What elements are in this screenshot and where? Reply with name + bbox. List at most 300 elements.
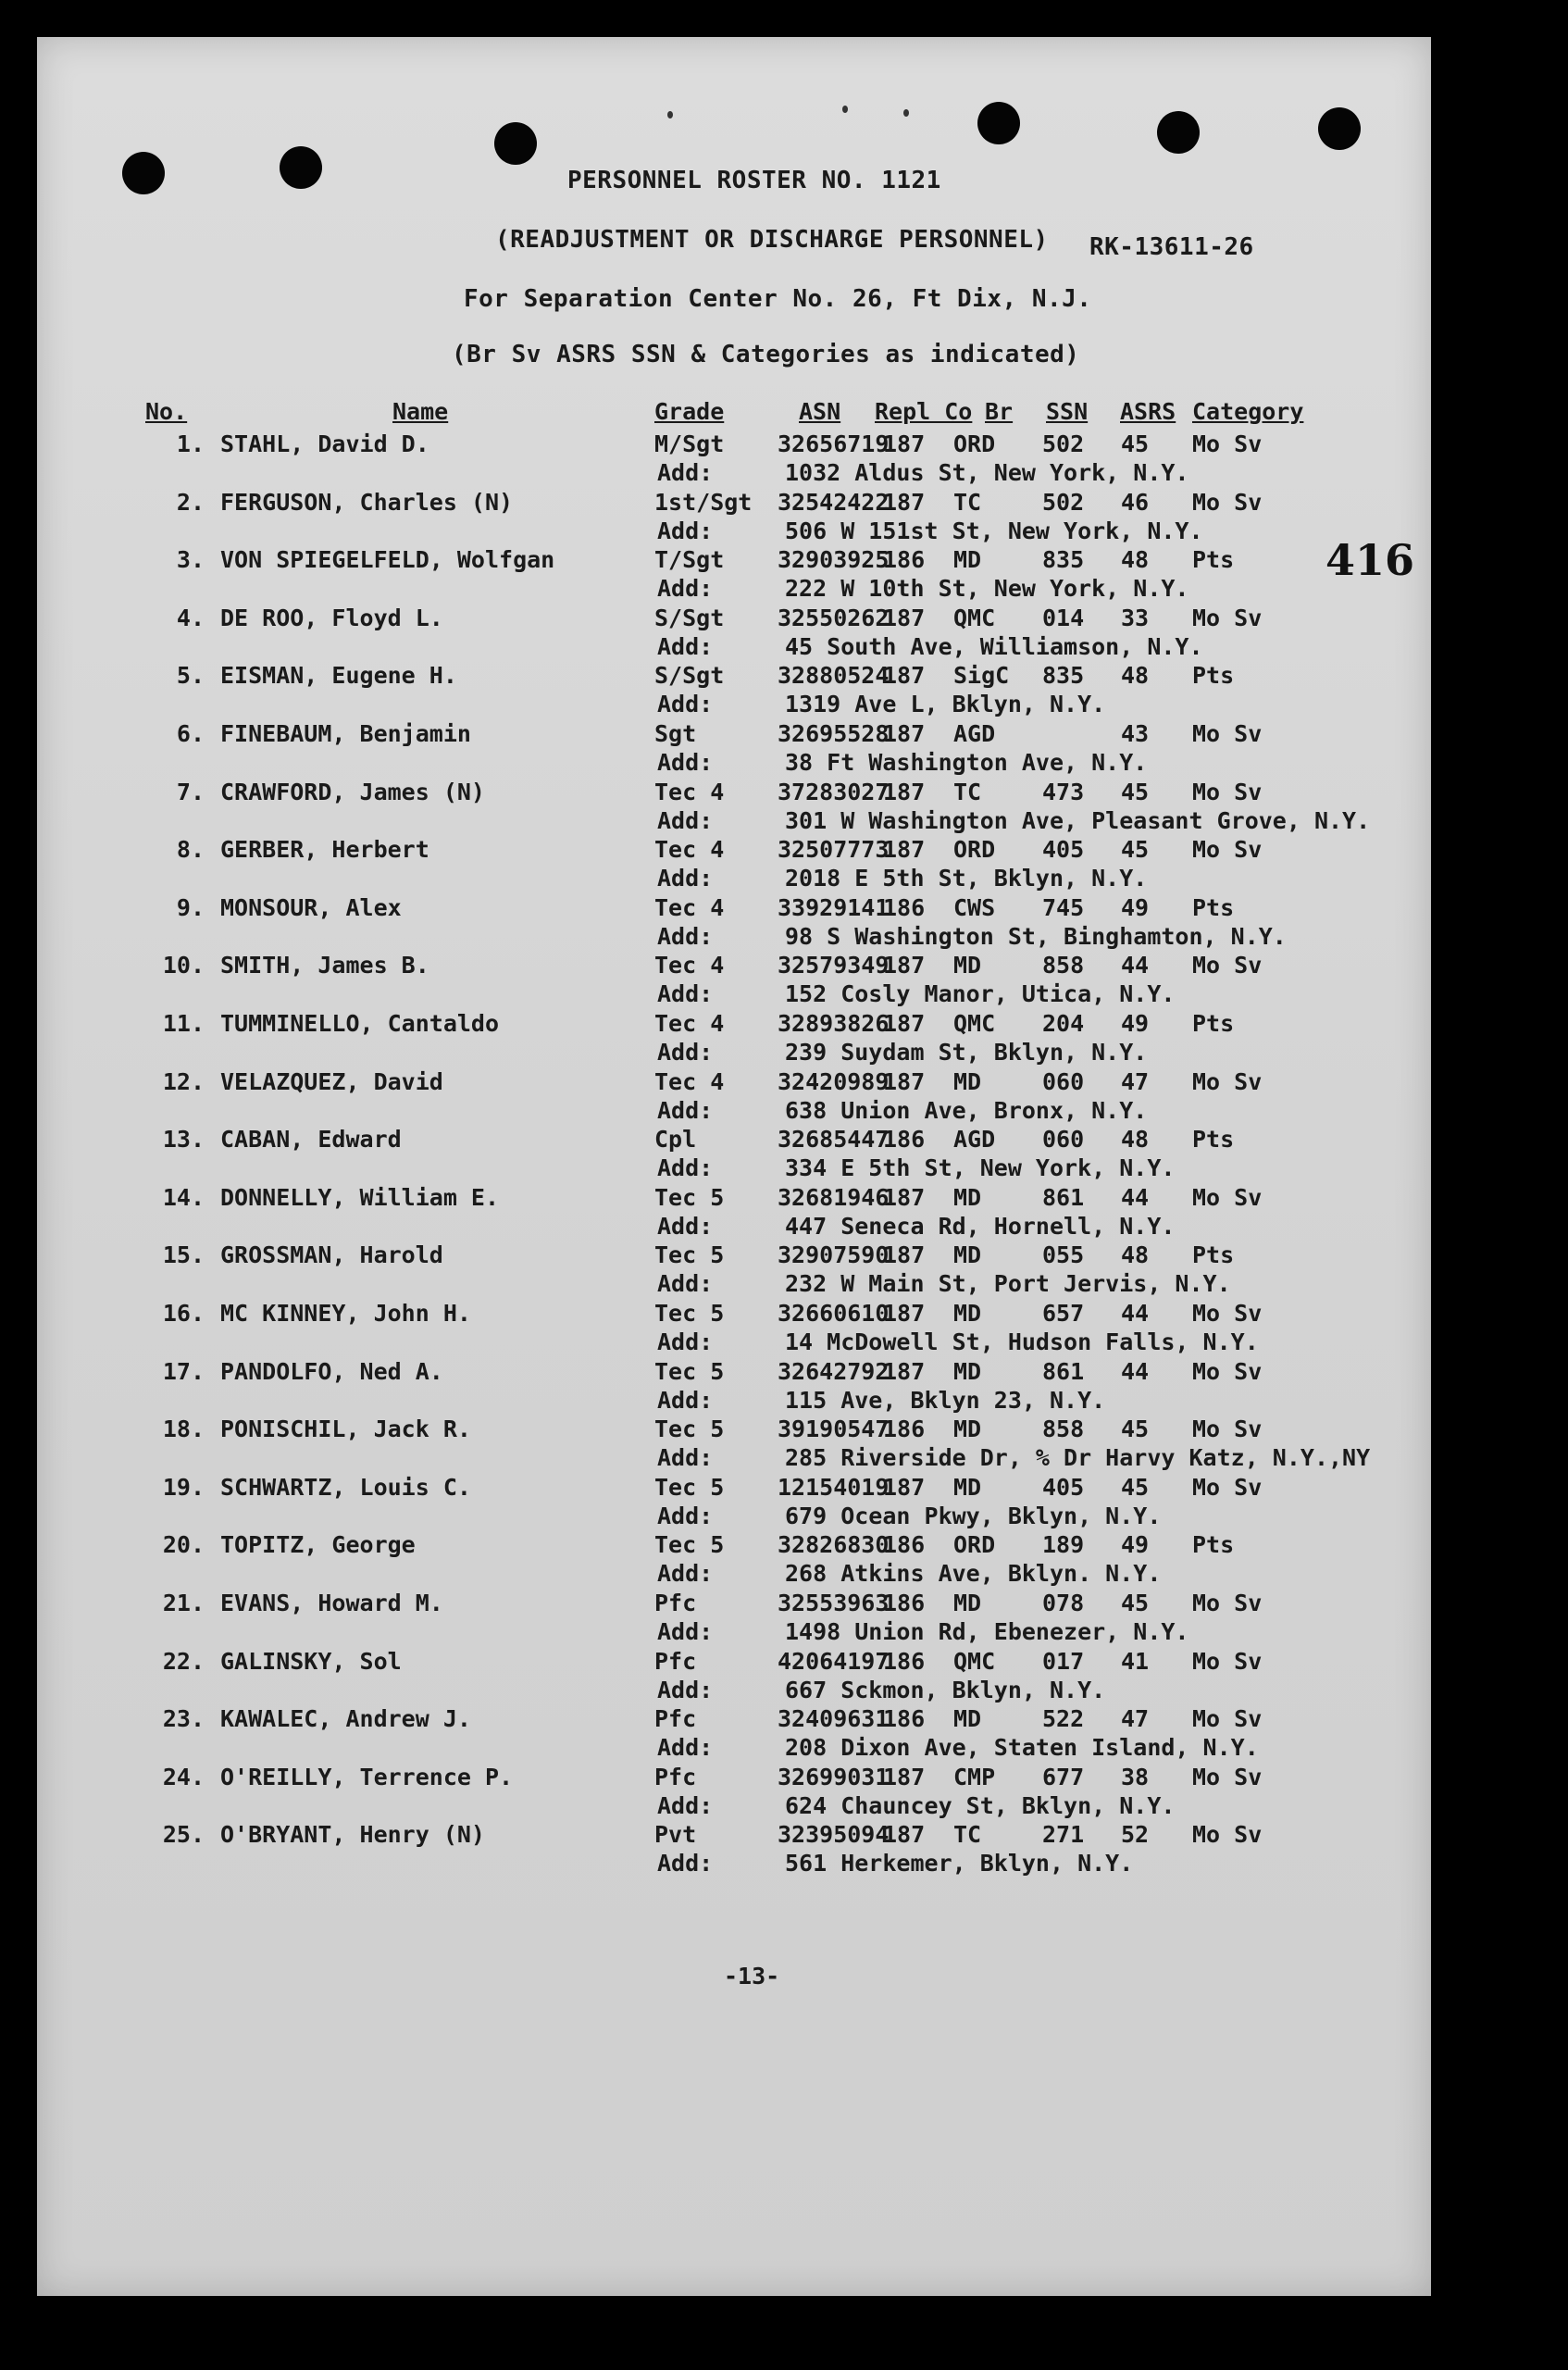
branch-cell: QMC — [953, 604, 996, 631]
branch-cell: MD — [953, 1705, 982, 1733]
row-number: 16. — [162, 1300, 205, 1327]
address-cell: 667 Sckmon, Bklyn, N.Y. — [785, 1676, 1106, 1703]
repl-co-cell: 187 — [883, 662, 926, 690]
ssn-cell: 858 — [1042, 952, 1085, 979]
person-name: FINEBAUM, Benjamin — [220, 720, 471, 747]
asn-cell: 32903925 — [778, 546, 890, 574]
person-name: GROSSMAN, Harold — [220, 1241, 443, 1269]
address-label: Add: — [657, 1154, 714, 1182]
repl-co-cell: 187 — [883, 836, 926, 864]
asrs-cell: 45 — [1121, 836, 1150, 864]
roster-subtitle: (READJUSTMENT OR DISCHARGE PERSONNEL) — [495, 226, 1049, 254]
address-label: Add: — [657, 1212, 714, 1240]
asrs-cell: 49 — [1121, 1010, 1150, 1037]
address-label: Add: — [657, 1850, 714, 1877]
asrs-cell: 45 — [1121, 1416, 1150, 1443]
repl-co-cell: 187 — [883, 1357, 926, 1385]
address-cell: 98 S Washington St, Binghamton, N.Y. — [785, 922, 1287, 950]
ssn-cell: 522 — [1042, 1705, 1085, 1733]
person-name: EVANS, Howard M. — [220, 1590, 443, 1616]
category-cell: Mo Sv — [1192, 1763, 1263, 1790]
ssn-cell: 835 — [1042, 546, 1085, 574]
branch-cell: MD — [953, 1590, 982, 1616]
punch-hole — [977, 102, 1020, 144]
ssn-cell: 204 — [1042, 1010, 1085, 1037]
ssn-cell: 835 — [1042, 662, 1085, 690]
row-number: 15. — [162, 1241, 205, 1269]
grade-cell: Pfc — [654, 1590, 697, 1616]
category-cell: Mo Sv — [1192, 778, 1263, 805]
asrs-cell: 38 — [1121, 1763, 1150, 1790]
address-label: Add: — [657, 517, 714, 544]
address-label: Add: — [657, 749, 714, 776]
row-number: 8. — [176, 836, 205, 864]
branch-cell: MD — [953, 1300, 982, 1327]
address-cell: 208 Dixon Ave, Staten Island, N.Y. — [785, 1734, 1259, 1762]
asn-cell: 32553963 — [778, 1590, 890, 1616]
person-name: FERGUSON, Charles (N) — [220, 488, 514, 516]
address-cell: 679 Ocean Pkwy, Bklyn, N.Y. — [785, 1502, 1162, 1529]
address-cell: 115 Ave, Bklyn 23, N.Y. — [785, 1386, 1106, 1414]
row-number: 18. — [162, 1416, 205, 1443]
category-cell: Mo Sv — [1192, 952, 1263, 979]
address-cell: 447 Seneca Rd, Hornell, N.Y. — [785, 1212, 1176, 1240]
ssn-cell: 657 — [1042, 1300, 1085, 1327]
ssn-cell: 405 — [1042, 836, 1085, 864]
asrs-cell: 44 — [1121, 1357, 1150, 1385]
person-name: O'BRYANT, Henry (N) — [220, 1821, 485, 1849]
asn-cell: 32542422 — [778, 488, 890, 516]
repl-co-cell: 187 — [883, 1183, 926, 1211]
row-number: 6. — [176, 720, 205, 747]
category-cell: Pts — [1192, 1010, 1235, 1037]
asrs-cell: 48 — [1121, 1126, 1150, 1154]
col-header-name: Name — [392, 398, 449, 425]
asrs-cell: 47 — [1121, 1705, 1150, 1733]
person-name: PONISCHIL, Jack R. — [220, 1416, 471, 1443]
ssn-cell: 861 — [1042, 1183, 1085, 1211]
punch-hole — [494, 122, 537, 165]
branch-cell: AGD — [953, 1126, 996, 1154]
asrs-cell: 45 — [1121, 1473, 1150, 1501]
row-number: 9. — [176, 893, 205, 921]
asrs-cell: 45 — [1121, 1590, 1150, 1616]
grade-cell: Tec 5 — [654, 1183, 725, 1211]
ssn-cell: 060 — [1042, 1126, 1085, 1154]
grade-cell: M/Sgt — [654, 430, 725, 457]
ssn-cell: 745 — [1042, 893, 1085, 921]
address-label: Add: — [657, 1328, 714, 1355]
repl-co-cell: 187 — [883, 952, 926, 979]
branch-cell: MD — [953, 1416, 982, 1443]
repl-co-cell: 187 — [883, 488, 926, 516]
grade-cell: Tec 5 — [654, 1357, 725, 1385]
address-cell: 334 E 5th St, New York, N.Y. — [785, 1154, 1176, 1182]
speck — [903, 109, 909, 117]
address-cell: 561 Herkemer, Bklyn, N.Y. — [785, 1850, 1134, 1877]
address-cell: 222 W 10th St, New York, N.Y. — [785, 575, 1189, 603]
person-name: TOPITZ, George — [220, 1531, 416, 1559]
grade-cell: Pfc — [654, 1647, 697, 1675]
branch-cell: QMC — [953, 1647, 996, 1675]
grade-cell: Tec 4 — [654, 952, 725, 979]
repl-co-cell: 187 — [883, 778, 926, 805]
address-label: Add: — [657, 459, 714, 486]
asn-cell: 32660610 — [778, 1300, 890, 1327]
row-number: 14. — [162, 1183, 205, 1211]
repl-co-cell: 187 — [883, 1010, 926, 1037]
row-number: 21. — [162, 1590, 205, 1616]
col-header-asrs: ASRS — [1120, 398, 1176, 425]
address-label: Add: — [657, 1791, 714, 1819]
col-header-grade: Grade — [654, 398, 725, 425]
grade-cell: Tec 4 — [654, 1067, 725, 1095]
repl-co-cell: 186 — [883, 1416, 926, 1443]
grade-cell: Tec 5 — [654, 1531, 725, 1559]
category-cell: Mo Sv — [1192, 1473, 1263, 1501]
roster-title: PERSONNEL ROSTER NO. 1121 — [567, 167, 941, 194]
asn-cell: 32579349 — [778, 952, 890, 979]
asrs-cell: 44 — [1121, 1300, 1150, 1327]
grade-cell: Cpl — [654, 1126, 697, 1154]
address-label: Add: — [657, 865, 714, 892]
grade-cell: Tec 5 — [654, 1241, 725, 1269]
address-label: Add: — [657, 1618, 714, 1645]
speck — [667, 111, 673, 118]
category-cell: Mo Sv — [1192, 720, 1263, 747]
category-cell: Mo Sv — [1192, 836, 1263, 864]
grade-cell: Sgt — [654, 720, 697, 747]
address-label: Add: — [657, 1386, 714, 1414]
repl-co-cell: 186 — [883, 893, 926, 921]
branch-cell: TC — [953, 1821, 982, 1849]
person-name: SMITH, James B. — [220, 952, 429, 979]
person-name: STAHL, David D. — [220, 430, 429, 457]
branch-cell: SigC — [953, 662, 1010, 690]
address-cell: 152 Cosly Manor, Utica, N.Y. — [785, 980, 1176, 1008]
address-cell: 14 McDowell St, Hudson Falls, N.Y. — [785, 1328, 1259, 1355]
address-label: Add: — [657, 1039, 714, 1066]
person-name: PANDOLFO, Ned A. — [220, 1357, 443, 1385]
grade-cell: Tec 5 — [654, 1416, 725, 1443]
row-number: 24. — [162, 1763, 205, 1790]
repl-co-cell: 187 — [883, 1821, 926, 1849]
branch-cell: TC — [953, 778, 982, 805]
punch-hole — [1157, 111, 1200, 154]
ssn-cell: 014 — [1042, 604, 1085, 631]
punch-hole — [280, 146, 322, 189]
ssn-cell: 473 — [1042, 778, 1085, 805]
grade-cell: Tec 5 — [654, 1473, 725, 1501]
repl-co-cell: 187 — [883, 720, 926, 747]
category-cell: Mo Sv — [1192, 1300, 1263, 1327]
branch-cell: MD — [953, 1357, 982, 1385]
address-cell: 38 Ft Washington Ave, N.Y. — [785, 749, 1148, 776]
ssn-cell: 861 — [1042, 1357, 1085, 1385]
address-label: Add: — [657, 806, 714, 834]
asn-cell: 32507773 — [778, 836, 890, 864]
col-header-repl-co: Repl Co — [875, 398, 973, 425]
repl-co-cell: 187 — [883, 1300, 926, 1327]
address-cell: 232 W Main St, Port Jervis, N.Y. — [785, 1270, 1231, 1298]
address-cell: 1498 Union Rd, Ebenezer, N.Y. — [785, 1618, 1189, 1645]
row-number: 3. — [176, 546, 205, 574]
speck — [842, 106, 848, 113]
asn-cell: 32907590 — [778, 1241, 890, 1269]
category-cell: Mo Sv — [1192, 1416, 1263, 1443]
address-label: Add: — [657, 1096, 714, 1124]
category-cell: Mo Sv — [1192, 1357, 1263, 1385]
person-name: CABAN, Edward — [220, 1126, 402, 1154]
repl-co-cell: 186 — [883, 1590, 926, 1616]
category-cell: Mo Sv — [1192, 1705, 1263, 1733]
stamp-number: 416 — [1325, 535, 1415, 585]
branch-cell: AGD — [953, 720, 996, 747]
category-cell: Pts — [1192, 1531, 1235, 1559]
repl-co-cell: 186 — [883, 1531, 926, 1559]
person-name: KAWALEC, Andrew J. — [220, 1705, 471, 1733]
asrs-cell: 43 — [1121, 720, 1150, 747]
repl-co-cell: 186 — [883, 1705, 926, 1733]
asn-cell: 39190547 — [778, 1416, 890, 1443]
address-label: Add: — [657, 1270, 714, 1298]
asn-cell: 32826830 — [778, 1531, 890, 1559]
ssn-cell: 502 — [1042, 488, 1085, 516]
category-cell: Mo Sv — [1192, 1647, 1263, 1675]
grade-cell: Tec 4 — [654, 893, 725, 921]
punch-hole — [122, 152, 165, 194]
ssn-cell: 858 — [1042, 1416, 1085, 1443]
asrs-cell: 47 — [1121, 1067, 1150, 1095]
address-cell: 624 Chauncey St, Bklyn, N.Y. — [785, 1791, 1176, 1819]
person-name: O'REILLY, Terrence P. — [220, 1763, 514, 1790]
asn-cell: 32656719 — [778, 430, 890, 457]
person-name: GALINSKY, Sol — [220, 1647, 402, 1675]
category-cell: Mo Sv — [1192, 1821, 1263, 1849]
col-header-no: No. — [145, 398, 188, 425]
category-cell: Mo Sv — [1192, 1067, 1263, 1095]
address-cell: 301 W Washington Ave, Pleasant Grove, N.Y. — [785, 806, 1371, 834]
address-cell: 506 W 151st St, New York, N.Y. — [785, 517, 1203, 544]
address-cell: 45 South Ave, Williamson, N.Y. — [785, 632, 1203, 660]
categories-note: (Br Sv ASRS SSN & Categories as indicated) — [452, 341, 1080, 368]
asrs-cell: 33 — [1121, 604, 1150, 631]
person-name: MONSOUR, Alex — [220, 893, 402, 921]
branch-cell: CWS — [953, 893, 996, 921]
address-cell: 239 Suydam St, Bklyn, N.Y. — [785, 1039, 1148, 1066]
row-number: 10. — [162, 952, 205, 979]
asrs-cell: 48 — [1121, 1241, 1150, 1269]
repl-co-cell: 187 — [883, 1473, 926, 1501]
reference-number: RK-13611-26 — [1089, 233, 1254, 261]
repl-co-cell: 187 — [883, 1067, 926, 1095]
address-label: Add: — [657, 1560, 714, 1588]
row-number: 5. — [176, 662, 205, 690]
asrs-cell: 49 — [1121, 893, 1150, 921]
category-cell: Mo Sv — [1192, 1183, 1263, 1211]
ssn-cell: 271 — [1042, 1821, 1085, 1849]
address-label: Add: — [657, 575, 714, 603]
asn-cell: 32550262 — [778, 604, 890, 631]
asrs-cell: 46 — [1121, 488, 1150, 516]
row-number: 7. — [176, 778, 205, 805]
row-number: 17. — [162, 1357, 205, 1385]
branch-cell: MD — [953, 1183, 982, 1211]
address-label: Add: — [657, 1502, 714, 1529]
address-cell: 2018 E 5th St, Bklyn, N.Y. — [785, 865, 1148, 892]
category-cell: Pts — [1192, 893, 1235, 921]
asn-cell: 32699031 — [778, 1763, 890, 1790]
address-label: Add: — [657, 1676, 714, 1703]
ssn-cell: 405 — [1042, 1473, 1085, 1501]
person-name: VELAZQUEZ, David — [220, 1067, 443, 1095]
address-cell: 1319 Ave L, Bklyn, N.Y. — [785, 691, 1106, 718]
branch-cell: MD — [953, 1241, 982, 1269]
separation-center: For Separation Center No. 26, Ft Dix, N.J. — [464, 285, 1092, 313]
person-name: CRAWFORD, James (N) — [220, 778, 485, 805]
col-header-br: Br — [985, 398, 1014, 425]
branch-cell: QMC — [953, 1010, 996, 1037]
address-cell: 285 Riverside Dr, % Dr Harvy Katz, N.Y.,NY — [785, 1444, 1371, 1472]
asn-cell: 42064197 — [778, 1647, 890, 1675]
row-number: 13. — [162, 1126, 205, 1154]
grade-cell: T/Sgt — [654, 546, 725, 574]
branch-cell: MD — [953, 1067, 982, 1095]
punch-hole — [1318, 107, 1361, 150]
asn-cell: 32395094 — [778, 1821, 890, 1849]
category-cell: Mo Sv — [1192, 1590, 1263, 1616]
address-cell: 268 Atkins Ave, Bklyn. N.Y. — [785, 1560, 1162, 1588]
repl-co-cell: 186 — [883, 1126, 926, 1154]
row-number: 22. — [162, 1647, 205, 1675]
row-number: 12. — [162, 1067, 205, 1095]
grade-cell: Pvt — [654, 1821, 697, 1849]
row-number: 1. — [176, 430, 205, 457]
ssn-cell: 055 — [1042, 1241, 1085, 1269]
branch-cell: ORD — [953, 1531, 996, 1559]
row-number: 20. — [162, 1531, 205, 1559]
asrs-cell: 52 — [1121, 1821, 1150, 1849]
branch-cell: MD — [953, 1473, 982, 1501]
branch-cell: CMP — [953, 1763, 996, 1790]
person-name: DE ROO, Floyd L. — [220, 604, 443, 631]
category-cell: Mo Sv — [1192, 488, 1263, 516]
person-name: MC KINNEY, John H. — [220, 1300, 471, 1327]
col-header-asn: ASN — [799, 398, 841, 425]
asn-cell: 32893826 — [778, 1010, 890, 1037]
document-page — [37, 37, 1431, 2296]
ssn-cell: 017 — [1042, 1647, 1085, 1675]
asn-cell: 37283027 — [778, 778, 890, 805]
asn-cell: 32685447 — [778, 1126, 890, 1154]
repl-co-cell: 186 — [883, 546, 926, 574]
category-cell: Mo Sv — [1192, 604, 1263, 631]
grade-cell: Tec 4 — [654, 778, 725, 805]
row-number: 25. — [162, 1821, 205, 1849]
asn-cell: 32681946 — [778, 1183, 890, 1211]
asrs-cell: 44 — [1121, 1183, 1150, 1211]
asn-cell: 32420989 — [778, 1067, 890, 1095]
asn-cell: 32880524 — [778, 662, 890, 690]
asrs-cell: 41 — [1121, 1647, 1150, 1675]
grade-cell: Tec 5 — [654, 1300, 725, 1327]
ssn-cell: 189 — [1042, 1531, 1085, 1559]
grade-cell: Tec 4 — [654, 836, 725, 864]
asn-cell: 12154019 — [778, 1473, 890, 1501]
asn-cell: 32695528 — [778, 720, 890, 747]
grade-cell: Tec 4 — [654, 1010, 725, 1037]
grade-cell: S/Sgt — [654, 662, 725, 690]
asrs-cell: 49 — [1121, 1531, 1150, 1559]
grade-cell: Pfc — [654, 1763, 697, 1790]
col-header-category: Category — [1192, 398, 1304, 425]
asrs-cell: 45 — [1121, 430, 1150, 457]
col-header-ssn: SSN — [1046, 398, 1089, 425]
address-label: Add: — [657, 922, 714, 950]
category-cell: Mo Sv — [1192, 430, 1263, 457]
address-label: Add: — [657, 1444, 714, 1472]
repl-co-cell: 187 — [883, 1763, 926, 1790]
page-number: -13- — [724, 1963, 780, 1990]
asrs-cell: 45 — [1121, 778, 1150, 805]
address-cell: 1032 Aldus St, New York, N.Y. — [785, 459, 1189, 486]
row-number: 23. — [162, 1705, 205, 1733]
category-cell: Pts — [1192, 1241, 1235, 1269]
address-label: Add: — [657, 1734, 714, 1762]
address-label: Add: — [657, 691, 714, 718]
repl-co-cell: 187 — [883, 1241, 926, 1269]
branch-cell: MD — [953, 952, 982, 979]
row-number: 11. — [162, 1010, 205, 1037]
repl-co-cell: 186 — [883, 1647, 926, 1675]
row-number: 4. — [176, 604, 205, 631]
asrs-cell: 44 — [1121, 952, 1150, 979]
category-cell: Pts — [1192, 1126, 1235, 1154]
person-name: EISMAN, Eugene H. — [220, 662, 457, 690]
person-name: GERBER, Herbert — [220, 836, 429, 864]
asn-cell: 33929141 — [778, 893, 890, 921]
address-cell: 638 Union Ave, Bronx, N.Y. — [785, 1096, 1148, 1124]
ssn-cell: 677 — [1042, 1763, 1085, 1790]
ssn-cell: 078 — [1042, 1590, 1085, 1616]
ssn-cell: 502 — [1042, 430, 1085, 457]
person-name: VON SPIEGELFELD, Wolfgan — [220, 546, 555, 574]
repl-co-cell: 187 — [883, 430, 926, 457]
grade-cell: Pfc — [654, 1705, 697, 1733]
branch-cell: MD — [953, 546, 982, 574]
asn-cell: 32409631 — [778, 1705, 890, 1733]
asrs-cell: 48 — [1121, 662, 1150, 690]
grade-cell: 1st/Sgt — [654, 488, 753, 516]
person-name: TUMMINELLO, Cantaldo — [220, 1010, 500, 1037]
grade-cell: S/Sgt — [654, 604, 725, 631]
repl-co-cell: 187 — [883, 604, 926, 631]
address-label: Add: — [657, 632, 714, 660]
asn-cell: 32642792 — [778, 1357, 890, 1385]
category-cell: Pts — [1192, 662, 1235, 690]
asrs-cell: 48 — [1121, 546, 1150, 574]
row-number: 2. — [176, 488, 205, 516]
ssn-cell: 060 — [1042, 1067, 1085, 1095]
branch-cell: TC — [953, 488, 982, 516]
branch-cell: ORD — [953, 430, 996, 457]
person-name: DONNELLY, William E. — [220, 1183, 500, 1211]
category-cell: Pts — [1192, 546, 1235, 574]
branch-cell: ORD — [953, 836, 996, 864]
person-name: SCHWARTZ, Louis C. — [220, 1473, 471, 1501]
row-number: 19. — [162, 1473, 205, 1501]
address-label: Add: — [657, 980, 714, 1008]
